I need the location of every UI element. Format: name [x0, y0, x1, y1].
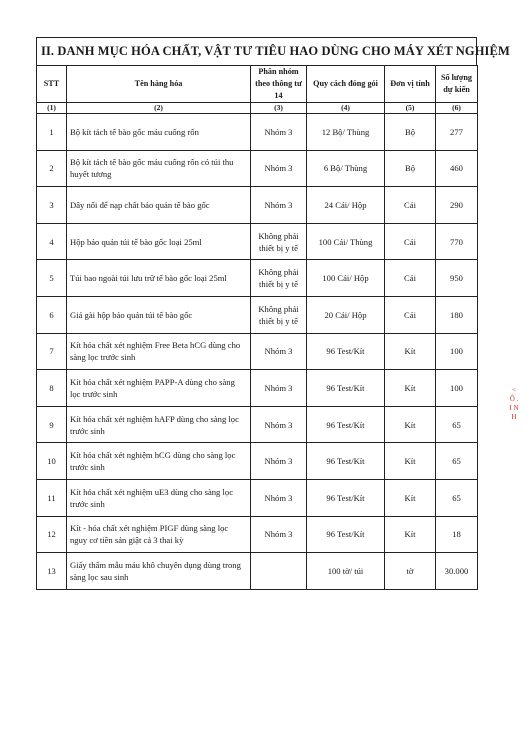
row-pack: 96 Test/Kít: [307, 406, 385, 443]
table-row: [37, 406, 478, 443]
table-row: [37, 333, 478, 370]
row-name: Kít hóa chất xét nghiệm Free Beta hCG dùng cho sàng lọc trước sinh: [67, 333, 251, 370]
row-name: Kít hóa chất xét nghiệm uE3 dùng cho sàng lọc trước sinh: [67, 479, 251, 516]
header-qty: Số lượng dự kiến: [436, 66, 478, 103]
row-name: Bộ kít tách tế bào gốc máu cuống rốn: [67, 114, 251, 151]
row-qty: 18: [436, 516, 478, 553]
row-pack: 100 Cái/ Thùng: [307, 223, 385, 260]
header-pack: Quy cách đóng gói: [307, 66, 385, 103]
row-stt: 12: [37, 516, 67, 553]
header-stt: STT: [37, 66, 67, 103]
table-row: [37, 516, 478, 553]
table-row: [37, 114, 478, 151]
row-name: Dây nối để nạp chất bảo quản tế bào gốc: [67, 187, 251, 224]
items-table: [36, 65, 478, 590]
row-unit: Bộ: [385, 114, 436, 151]
table-row: [37, 260, 478, 297]
row-qty: 180: [436, 296, 478, 333]
header-name: Tên hàng hóa: [67, 66, 251, 103]
row-qty: 290: [436, 187, 478, 224]
row-stt: 4: [37, 223, 67, 260]
row-stt: 2: [37, 150, 67, 187]
row-name: Hộp bảo quản túi tế bào gốc loại 25ml: [67, 223, 251, 260]
row-unit: Kít: [385, 479, 436, 516]
index-cell: (3): [251, 103, 307, 114]
row-pack: 96 Test/Kít: [307, 333, 385, 370]
index-cell: (4): [307, 103, 385, 114]
row-stt: 13: [37, 553, 67, 590]
row-group: Không phải thiết bị y tế: [251, 296, 307, 333]
row-name: Bộ kít tách tế bào gốc máu cuống rốn có túi thu huyết tương: [67, 150, 251, 187]
table-row: [37, 187, 478, 224]
row-pack: 96 Test/Kít: [307, 479, 385, 516]
row-name: Kít hóa chất xét nghiệm hCG dùng cho sàng lọc trước sinh: [67, 443, 251, 480]
table-row: [37, 479, 478, 516]
row-name: Kít hóa chất xét nghiệm hAFP dùng cho sàng lọc trước sinh: [67, 406, 251, 443]
table-row: [37, 553, 478, 590]
table-row: [37, 296, 478, 333]
row-group: Nhóm 3: [251, 187, 307, 224]
index-cell: (1): [37, 103, 67, 114]
row-group: Nhóm 3: [251, 150, 307, 187]
row-qty: 30.000: [436, 553, 478, 590]
row-group: Nhóm 3: [251, 479, 307, 516]
table-row: [37, 150, 478, 187]
row-unit: tờ: [385, 553, 436, 590]
row-unit: Cái: [385, 260, 436, 297]
row-qty: 65: [436, 479, 478, 516]
row-group: Nhóm 3: [251, 516, 307, 553]
index-cell: (2): [67, 103, 251, 114]
row-qty: 277: [436, 114, 478, 151]
row-unit: Kít: [385, 406, 436, 443]
row-group: Không phải thiết bị y tế: [251, 260, 307, 297]
row-group: Nhóm 3: [251, 406, 307, 443]
row-unit: Kít: [385, 370, 436, 407]
row-pack: 96 Test/Kít: [307, 443, 385, 480]
row-group: Nhóm 3: [251, 333, 307, 370]
row-name: Kít hóa chất xét nghiệm PAPP-A dùng cho sàng lọc trước sinh: [67, 370, 251, 407]
row-stt: 11: [37, 479, 67, 516]
row-pack: 20 Cái/ Hộp: [307, 296, 385, 333]
row-qty: 770: [436, 223, 478, 260]
row-qty: 100: [436, 370, 478, 407]
row-stt: 3: [37, 187, 67, 224]
row-qty: 460: [436, 150, 478, 187]
row-group: Không phải thiết bị y tế: [251, 223, 307, 260]
row-stt: 10: [37, 443, 67, 480]
row-name: Túi bao ngoài túi lưu trữ tế bào gốc loại 25ml: [67, 260, 251, 297]
row-qty: 950: [436, 260, 478, 297]
row-group: [251, 553, 307, 590]
table-body: [37, 114, 478, 590]
row-stt: 6: [37, 296, 67, 333]
row-pack: 100 Cái/ Hộp: [307, 260, 385, 297]
header-group: Phân nhóm theo thông tư 14: [251, 66, 307, 103]
row-stt: 8: [37, 370, 67, 407]
row-stt: 7: [37, 333, 67, 370]
row-pack: 96 Test/Kít: [307, 370, 385, 407]
row-unit: Cái: [385, 296, 436, 333]
row-stt: 9: [37, 406, 67, 443]
document-sheet: [36, 37, 510, 590]
row-qty: 100: [436, 333, 478, 370]
table-header-row: [37, 66, 478, 103]
column-index-row: [37, 103, 478, 114]
index-cell: (6): [436, 103, 478, 114]
row-name: Giá gài hộp bảo quản túi tế bào gốc: [67, 296, 251, 333]
row-unit: Cái: [385, 223, 436, 260]
row-name: Kít - hóa chất xét nghiệm PIGF dùng sàng lọc nguy cơ tiền sản giật cả 3 thai kỳ: [67, 516, 251, 553]
row-pack: 96 Test/Kít: [307, 516, 385, 553]
row-group: Nhóm 3: [251, 114, 307, 151]
row-unit: Cái: [385, 187, 436, 224]
row-pack: 24 Cái/ Hộp: [307, 187, 385, 224]
row-name: Giấy thấm mẫu máu khô chuyên dụng dùng trong sàng lọc sau sinh: [67, 553, 251, 590]
header-unit: Đơn vị tính: [385, 66, 436, 103]
row-unit: Kít: [385, 516, 436, 553]
row-unit: Bộ: [385, 150, 436, 187]
row-stt: 5: [37, 260, 67, 297]
margin-stamp-mark: < Ô . I N H: [509, 386, 519, 421]
row-pack: 12 Bộ/ Thùng: [307, 114, 385, 151]
row-qty: 65: [436, 406, 478, 443]
row-qty: 65: [436, 443, 478, 480]
table-row: [37, 370, 478, 407]
row-pack: 100 tờ/ túi: [307, 553, 385, 590]
row-unit: Kít: [385, 443, 436, 480]
row-group: Nhóm 3: [251, 443, 307, 480]
row-pack: 6 Bộ/ Thùng: [307, 150, 385, 187]
index-cell: (5): [385, 103, 436, 114]
row-group: Nhóm 3: [251, 370, 307, 407]
section-title: II. DANH MỤC HÓA CHẤT, VẬT TƯ TIÊU HAO DÙNG CHO MÁY XÉT NGHIỆM: [36, 37, 477, 65]
table-row: [37, 223, 478, 260]
row-stt: 1: [37, 114, 67, 151]
row-unit: Kít: [385, 333, 436, 370]
table-row: [37, 443, 478, 480]
